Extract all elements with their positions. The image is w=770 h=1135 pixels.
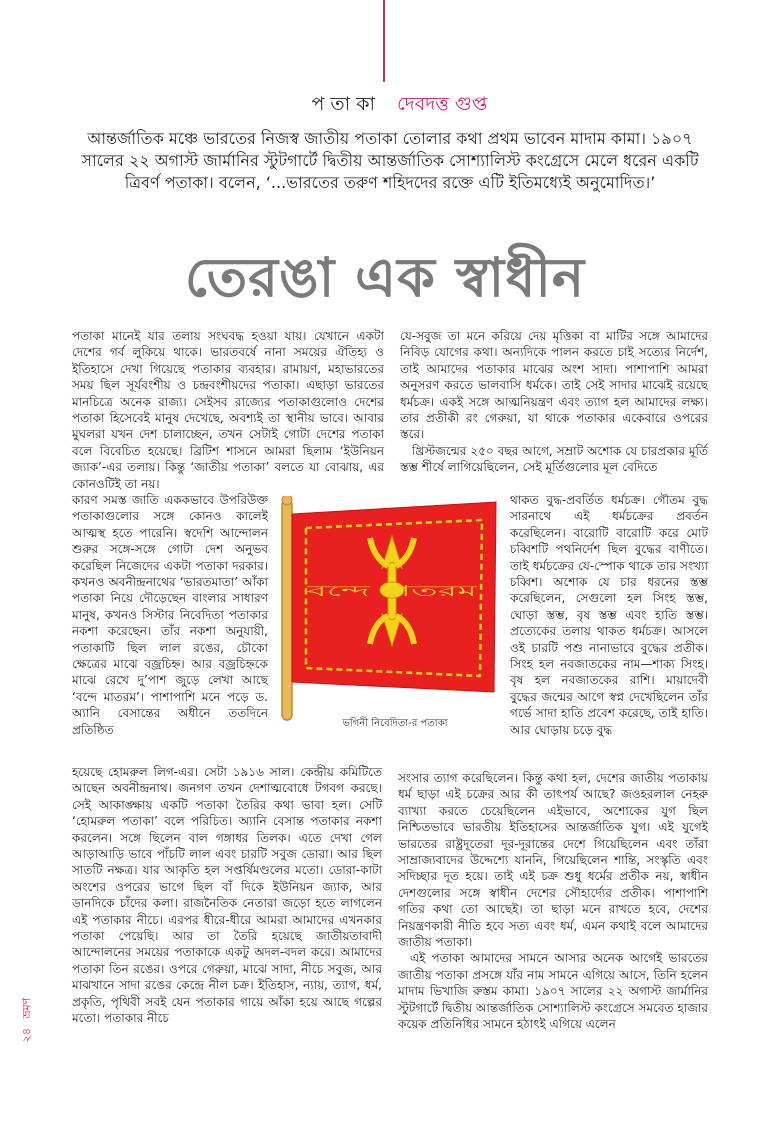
right-column-top bbox=[400, 328, 708, 476]
article-headline: তেরঙা এক স্বাধীন bbox=[184, 246, 586, 309]
right-column-narrow bbox=[510, 492, 708, 738]
page-number: ২৪ bbox=[20, 1028, 33, 1043]
svg-text:২৪ ভ্রমণ bbox=[20, 997, 33, 1042]
figure-caption: ভগিনী নিবেদিতা-র পতাকা bbox=[342, 718, 448, 729]
header-divider bbox=[383, 0, 385, 82]
section-label: প তা কা bbox=[311, 93, 375, 115]
paragraph: থাকত বুদ্ধ-প্রবর্তিত ধর্মচক্র। গৌতম বুদ্ধ সারনাথে এই ধর্মচক্রের প্রবর্তন করেছিলেন। বারোটি বারোটি করে মোট চব্বিশটি পথনির্দেশ ছিল বুদ্ধের বাণীতে। তাই ধর্মচক্রের যে-স্পোক থাকে তার সংখ্যা চব্বিশ। অশোক যে চার ধরনের স্তম্ভ করেছিলেন, সেগুলো হল সিংহ স্তম্ভ, ঘোড়া স্তম্ভ, বৃষ স্তম্ভ এবং হাতি স্তম্ভ। প্রত্যেকের তলায় থাকত ধর্মচক্র। আসলে ওই চারটি পশু নানাভাবে বুদ্ধের প্রতীক। সিংহ হল নবজাতকের নাম—শাক্য সিংহ। বৃষ হল নবজাতকের রাশি। মায়াদেবী বুদ্ধের জন্মের আগে স্বপ্ন দেখেছিলেন তাঁর গর্ভে সাদা হাতি প্রবেশ করেছে, তাই হাতি। আর ঘোড়ায় চড়ে বুদ্ধ bbox=[510, 493, 708, 737]
paragraph: যে-সবুজ তা মনে করিয়ে দেয় মৃত্তিকা বা মাটির সঙ্গে আমাদের নিবিড় যোগের কথা। অন্যদিকে পালন করতে চাই সত্যের নির্দেশ, তাই আমাদের পতাকার মাঝের অংশ সাদা। পাশাপাশি আমরা অনুসরণ করতে ভালবাসি ধর্মকে। তাই সেই সাদার মাঝেই রয়েছে ধর্মচক্র। একই সঙ্গে আত্মনিয়ন্ত্রণ এবং ত্যাগ হল আমাদের লক্ষ্য। তার প্রতীকী রং গেরুয়া, যা থাকে পতাকার একেবারে ওপরের স্তরে। bbox=[400, 329, 708, 442]
right-column-wide bbox=[398, 770, 708, 1033]
paragraph: এই পতাকা আমাদের সামনে আসার অনেক আগেই ভারতের জাতীয় পতাকা প্রসঙ্গে যাঁর নাম সামনে এগিয়ে আসে, তিনি হলেন মাদাম ভিখাজি রুস্তম কামা। ১৯০৭ সালের ২২ অগাস্ট জার্মানির স্টুটগার্টে দ্বিতীয় আন্তর্জাতিক সোশ্যালিস্ট কংগ্রেসে সমবেত হাজার কয়েক প্রতিনিধির সামনে হঠাৎই এগিয়ে এলেন bbox=[398, 951, 708, 1032]
intro-text: আন্তর্জাতিক মঞ্চে ভারতের নিজস্ব জাতীয় পতাকা তোলার কথা প্রথম ভাবেন মাদাম কামা। ১৯০৭ সালের ২২ অগাস্ট জার্মানির স্টুটগার্টে দ্বিতীয় আন্তর্জাতিক সোশ্যালিস্ট কংগ্রেসে মেলে ধরেন একটি ত্রিবর্ণ পতাকা। বলেন, ‘...ভারতের তরুণ শহিদদের রক্তে এটি ইতিমধ্যেই অনুমোদিত।’ bbox=[81, 129, 699, 192]
page-footer bbox=[18, 975, 42, 1065]
nivedita-flag-illustration bbox=[278, 496, 506, 736]
flag-motto: বন্দে মাতরম bbox=[304, 582, 479, 600]
paragraph: সংসার ত্যাগ করেছিলেন। কিন্তু কথা হল, দেশের জাতীয় পতাকায় ধর্ম ছাড়া এই চক্রের আর কী তাৎপর্য আছে? জওহরলাল নেহরু ব্যাখ্যা করতে চেয়েছিলেন এইভাবে, অশোকের যুগ ছিল নিশ্চিতভাবে ভারতীয় ইতিহাসের আন্তর্জাতিক যুগ। এই যুগেই ভারতের রাষ্ট্রদূতেরা দূর-দূরান্তের দেশে গিয়েছিলেন এবং তাঁরা সাম্রাজ্যবাদের উদ্দেশ্যে যাননি, গিয়েছিলেন শান্তি, সংস্কৃতি এবং সদিচ্ছার দূত হয়ে। তাই এই চক্র শুধু ধর্মের প্রতীক নয়, স্বাধীন দেশগুলোর সঙ্গে স্বাধীন দেশের সৌহার্দ্যের প্রতীক। পাশাপাশি গতির কথা তো আছেই। তা ছাড়া মনে রাখতে হবে, দেশের নিয়ন্ত্রণকারী নীতি হবে সত্য এবং ধর্ম, এমন কথাই বলে আমাদের জাতীয় পতাকা। bbox=[398, 771, 708, 950]
paragraph: খ্রিস্টজন্মের ২৫০ বছর আগে, সম্রাট অশোক যে চারপ্রকার মূর্তি স্তম্ভ শীর্ষে লাগিয়েছিলেন, সেই মূর্তিগুলোর মূল বেদিতে bbox=[400, 443, 708, 475]
author-name: দেবদত্ত গুপ্ত bbox=[397, 93, 488, 115]
paragraph: কারণ সমস্ত জাতি এককভাবে উপরিউক্ত পতাকাগুলোর সঙ্গে কোনও কালেই আত্মস্থ হতে পারেনি। স্বদেশি আন্দোলন শুরুর সঙ্গে-সঙ্গে গোটা দেশ অনুভব করেছিল নিজেদের একটা পতাকা দরকার। কখনও অবনীন্দ্রনাথের ‘ভারতমাতা’ আঁকা পতাকা নিয়ে দৌড়েছেন বাংলার সাধারণ মানুষ, কখনও সিস্টার নিবেদিতা পতাকার নকশা করেছেন। তাঁর নকশা অনুযায়ী, পতাকাটি ছিল লাল রঙের, চৌকো ক্ষেত্রের মাঝে বজ্রচিহ্ন। আর বজ্রচিহ্নকে মাঝে রেখে দু’পাশ জুড়ে লেখা আছে ‘বন্দে মাতরম’। পাশাপাশি মনে পড়ে ড. অ্যানি বেসান্তের অধীনে ততদিনে প্রতিষ্ঠিত bbox=[72, 493, 268, 737]
paragraph: হয়েছে হোমরুল লিগ-এর। সেটা ১৯১৬ সাল। কেন্দ্রীয় কমিটিতে আছেন অবনীন্দ্রনাথ। জনগণ তখন দেশাত্মবোধে টগবগ করছে। সেই আকাঙ্ক্ষায় একটি পতাকা তৈরির কথা ভাবা হল। সেটি ‘হোমরুল পতাকা’ বলে পরিচিত। অ্যানি বেসান্ত পতাকার নকশা করলেন। সঙ্গে ছিলেন বাল গঙ্গাধর তিলক। এতে দেখা গেল আড়াআড়ি ভাবে পাঁচটি লাল এবং চারটি সবুজ ডোরা। আর ছিল সাতটি নক্ষত্র। যার আকৃতি হল সপ্তর্ষিমণ্ডলের মতো। ডোরা-কাটা অংশের ওপরের ভাগে ছিল বাঁ দিকে ইউনিয়ন জ্যাক, আর ডানদিকে চাঁদের কলা। রাজনৈতিক নেতারা জড়ো হতে লাগলেন এই পতাকার নীচে। এরপর ধীরে-ধীরে আমরা আমাদের এখনকার পতাকা পেয়েছি। আর তা তৈরি হয়েছে জাতীয়তাবাদী আন্দোলনের সময়ের পতাকাকে একটু অদল-বদল করে। আমাদের পতাকা তিন রঙের। ওপরে গেরুয়া, মাঝে সাদা, নীচে সবুজ, আর মাঝখানে সাদা রঙের কেন্দ্রে নীল চক্র। ইতিহাস, ন্যায়, ত্যাগ, ধর্ম, প্রকৃতি, পৃথিবী সবই যেন পতাকার গায়ে আঁকা হয়ে আছে গল্পের মতো। পতাকার নীচে bbox=[72, 765, 382, 1026]
paragraph: পতাকা মানেই যার তলায় সংঘবদ্ধ হওয়া যায়। যেখানে একটা দেশের গর্ব লুকিয়ে থাকে। ভারতবর্ষে নানা সময়ের ঐতিহ্য ও ইতিহাসে দেখা গিয়েছে পতাকার ব্যবহার। রামায়ণ, মহাভারতের সময় ছিল সূর্যবংশীয় ও চন্দ্রবংশীয়দের পতাকা। এছাড়া ভারতের মানচিত্রে অনেক রাজ্য। সেইসব রাজ্যের পতাকাগুলোও দেশের পতাকা হিসেবেই মানুষ দেখেছে, অবশ্যই তা স্থানীয় ভাবে। আবার মুঘলরা যখন দেশ চালাচ্ছেন, তখন সেটাই গোটা দেশের পতাকা বলে বিবেচিত হয়েছে। ব্রিটিশ শাসনে আমরা ছিলাম ‘ইউনিয়ন জ্যাক’-এর তলায়। কিন্তু ‘জাতীয় পতাকা’ বলতে যা বোঝায়, এর কোনওটিই তা নয়। bbox=[72, 329, 384, 491]
left-column-top bbox=[72, 328, 384, 492]
left-column-narrow bbox=[72, 492, 268, 738]
left-column-wide bbox=[72, 764, 382, 1027]
magazine-name: ভ্রমণ bbox=[20, 997, 33, 1019]
